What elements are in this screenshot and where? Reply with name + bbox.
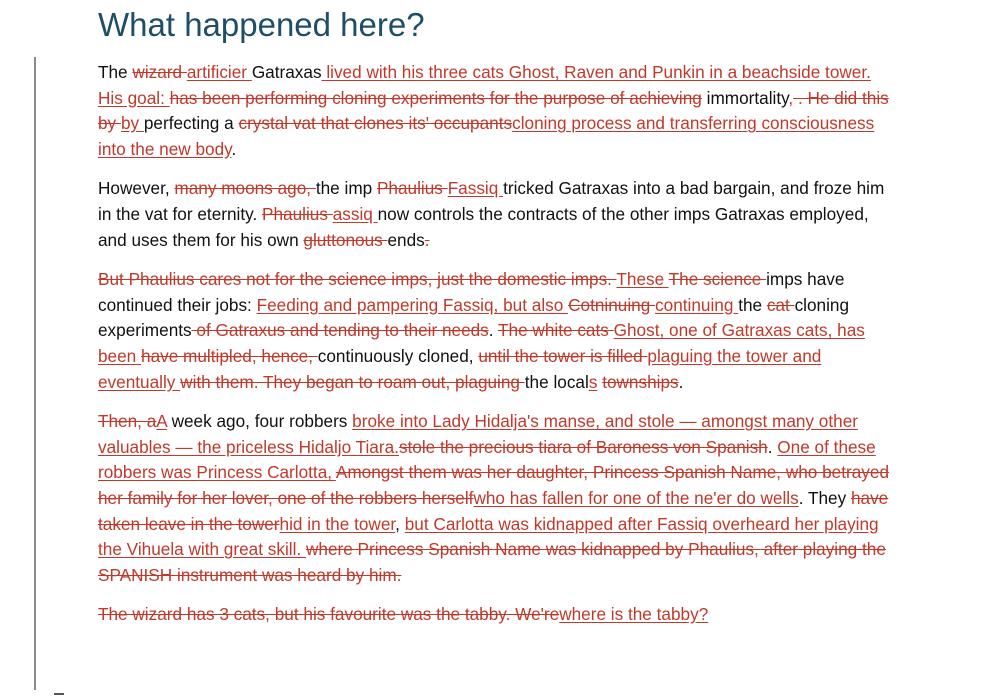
inserted-text: Fassiq [447, 178, 504, 199]
text-run: immortality [701, 87, 789, 108]
deleted-text: Amongst them was her daughter, Princess Spanish Name, who betrayed her family for her lover, one of the robbers herself [98, 462, 890, 508]
paragraph-2[interactable] [98, 176, 898, 253]
text-run: . [231, 138, 237, 159]
deleted-text: The wizard has 3 cats, but his favourite was the tabby. We're [98, 604, 560, 625]
text-run: now controls the contracts of the other imps [377, 203, 715, 224]
deleted-text: wizard [132, 62, 187, 82]
text-run: tricked [503, 178, 559, 199]
deleted-text: Cotninuing [568, 294, 656, 315]
inserted-text: artificier [186, 62, 252, 82]
deleted-text: . He did this by [98, 87, 889, 134]
inserted-text: hid in the tower [279, 513, 396, 534]
deleted-text: The white cats [498, 320, 614, 341]
inserted-text: One of these robbers was Princess Carlotta, [98, 436, 876, 483]
text-run: . [488, 320, 499, 341]
inserted-text: Ghost, one of Gatraxas cats, has been [98, 320, 865, 366]
text-run: Gatraxas [714, 203, 785, 224]
text-run: the local [524, 371, 589, 392]
revision-change-bar [34, 57, 36, 690]
deleted-text: until the tower is filled [478, 345, 648, 366]
text-run: the [738, 294, 767, 315]
text-run: . [767, 436, 778, 457]
paragraph-4[interactable] [98, 409, 898, 588]
inserted-text: plaguing the tower and eventually [98, 345, 822, 392]
deleted-text: stole the precious tiara of Baroness von Spanish [398, 436, 768, 457]
text-run: the imp [315, 178, 377, 199]
inserted-text: cloning process and transferring consciousness into the new body [98, 113, 875, 159]
paragraph-5[interactable] [98, 602, 898, 628]
deleted-text: Phaulius [262, 203, 333, 224]
text-run: . They [798, 487, 851, 508]
page-heading: What happened here? [98, 6, 425, 43]
text-run: . [678, 371, 684, 392]
inserted-text: These [616, 269, 669, 290]
deleted-text: have multipled, hence, [141, 345, 318, 366]
inserted-text: assiq [332, 203, 378, 224]
deleted-text: The science [668, 269, 767, 290]
text-run: week ago, four robbers [166, 411, 353, 432]
text-run: perfecting a [143, 113, 239, 134]
inserted-text: s [588, 371, 598, 392]
deleted-text: have taken leave in the tower [98, 487, 889, 534]
deleted-text: of Gatraxus and tending to their needs [191, 320, 489, 341]
deleted-text: cat [766, 294, 795, 315]
text-run: , [395, 513, 405, 534]
text-run: employed, and uses them for his own [98, 203, 869, 250]
text-run: imps have continued their jobs: [98, 269, 845, 315]
inserted-text: A [156, 411, 167, 432]
inserted-text: lived with his three cats Ghost, Raven and Punkin in a beachside tower. His goal: [98, 62, 871, 108]
deleted-text: townships [602, 371, 679, 392]
deleted-text: But Phaulius cares not for the science imps, just the domestic imps. [98, 269, 617, 290]
text-run: Gatraxas [251, 62, 322, 82]
deleted-text: crystal vat that clones its' occupants [238, 113, 513, 134]
inserted-text: who has fallen for one of the ne'er do wells [473, 487, 799, 508]
text-run: ends [387, 229, 425, 250]
deleted-text: many moons ago, [174, 178, 316, 199]
text-run: cloning experiments [98, 294, 850, 341]
deleted-text: has been performing cloning experiments for the purpose of achieving [169, 87, 702, 108]
inserted-text: , [788, 87, 794, 108]
text-run: The [98, 62, 133, 82]
inserted-text: by [120, 113, 144, 134]
deleted-text: where Princess Spanish Name was kidnapped by Phaulius, after playing the SPANISH instrument was heard by him. [98, 539, 886, 585]
deleted-text: Then, a [98, 411, 157, 432]
paragraph-1[interactable] [98, 60, 898, 162]
text-run: Gatraxas [558, 178, 629, 199]
deleted-text: gluttonous [303, 229, 388, 250]
inserted-text: but Carlotta was kidnapped after Fassiq overheard her playing the Vihuela with great skill. [98, 513, 879, 560]
text-run: However, [98, 178, 175, 199]
deleted-text: . [424, 229, 430, 250]
inserted-text: Feeding and pampering Fassiq, but also [256, 294, 569, 315]
inserted-text: broke into Lady Hidalja's manse, and stole — amongst many other valuables — the priceless Hidaljo Tiara. [98, 411, 858, 457]
inserted-text: continuing [655, 294, 739, 315]
page-corner-mark [54, 693, 64, 695]
paragraph-3[interactable] [98, 267, 898, 395]
inserted-text: where is the tabby? [559, 604, 709, 625]
deleted-text: with them. They began to roam out, plaguing [180, 371, 525, 392]
text-run: continuously cloned, [317, 345, 479, 366]
deleted-text: Phaulius [376, 178, 448, 199]
document-body[interactable] [98, 0, 898, 628]
text-run: into a bad bargain, and froze him in the vat for eternity. [98, 178, 885, 224]
